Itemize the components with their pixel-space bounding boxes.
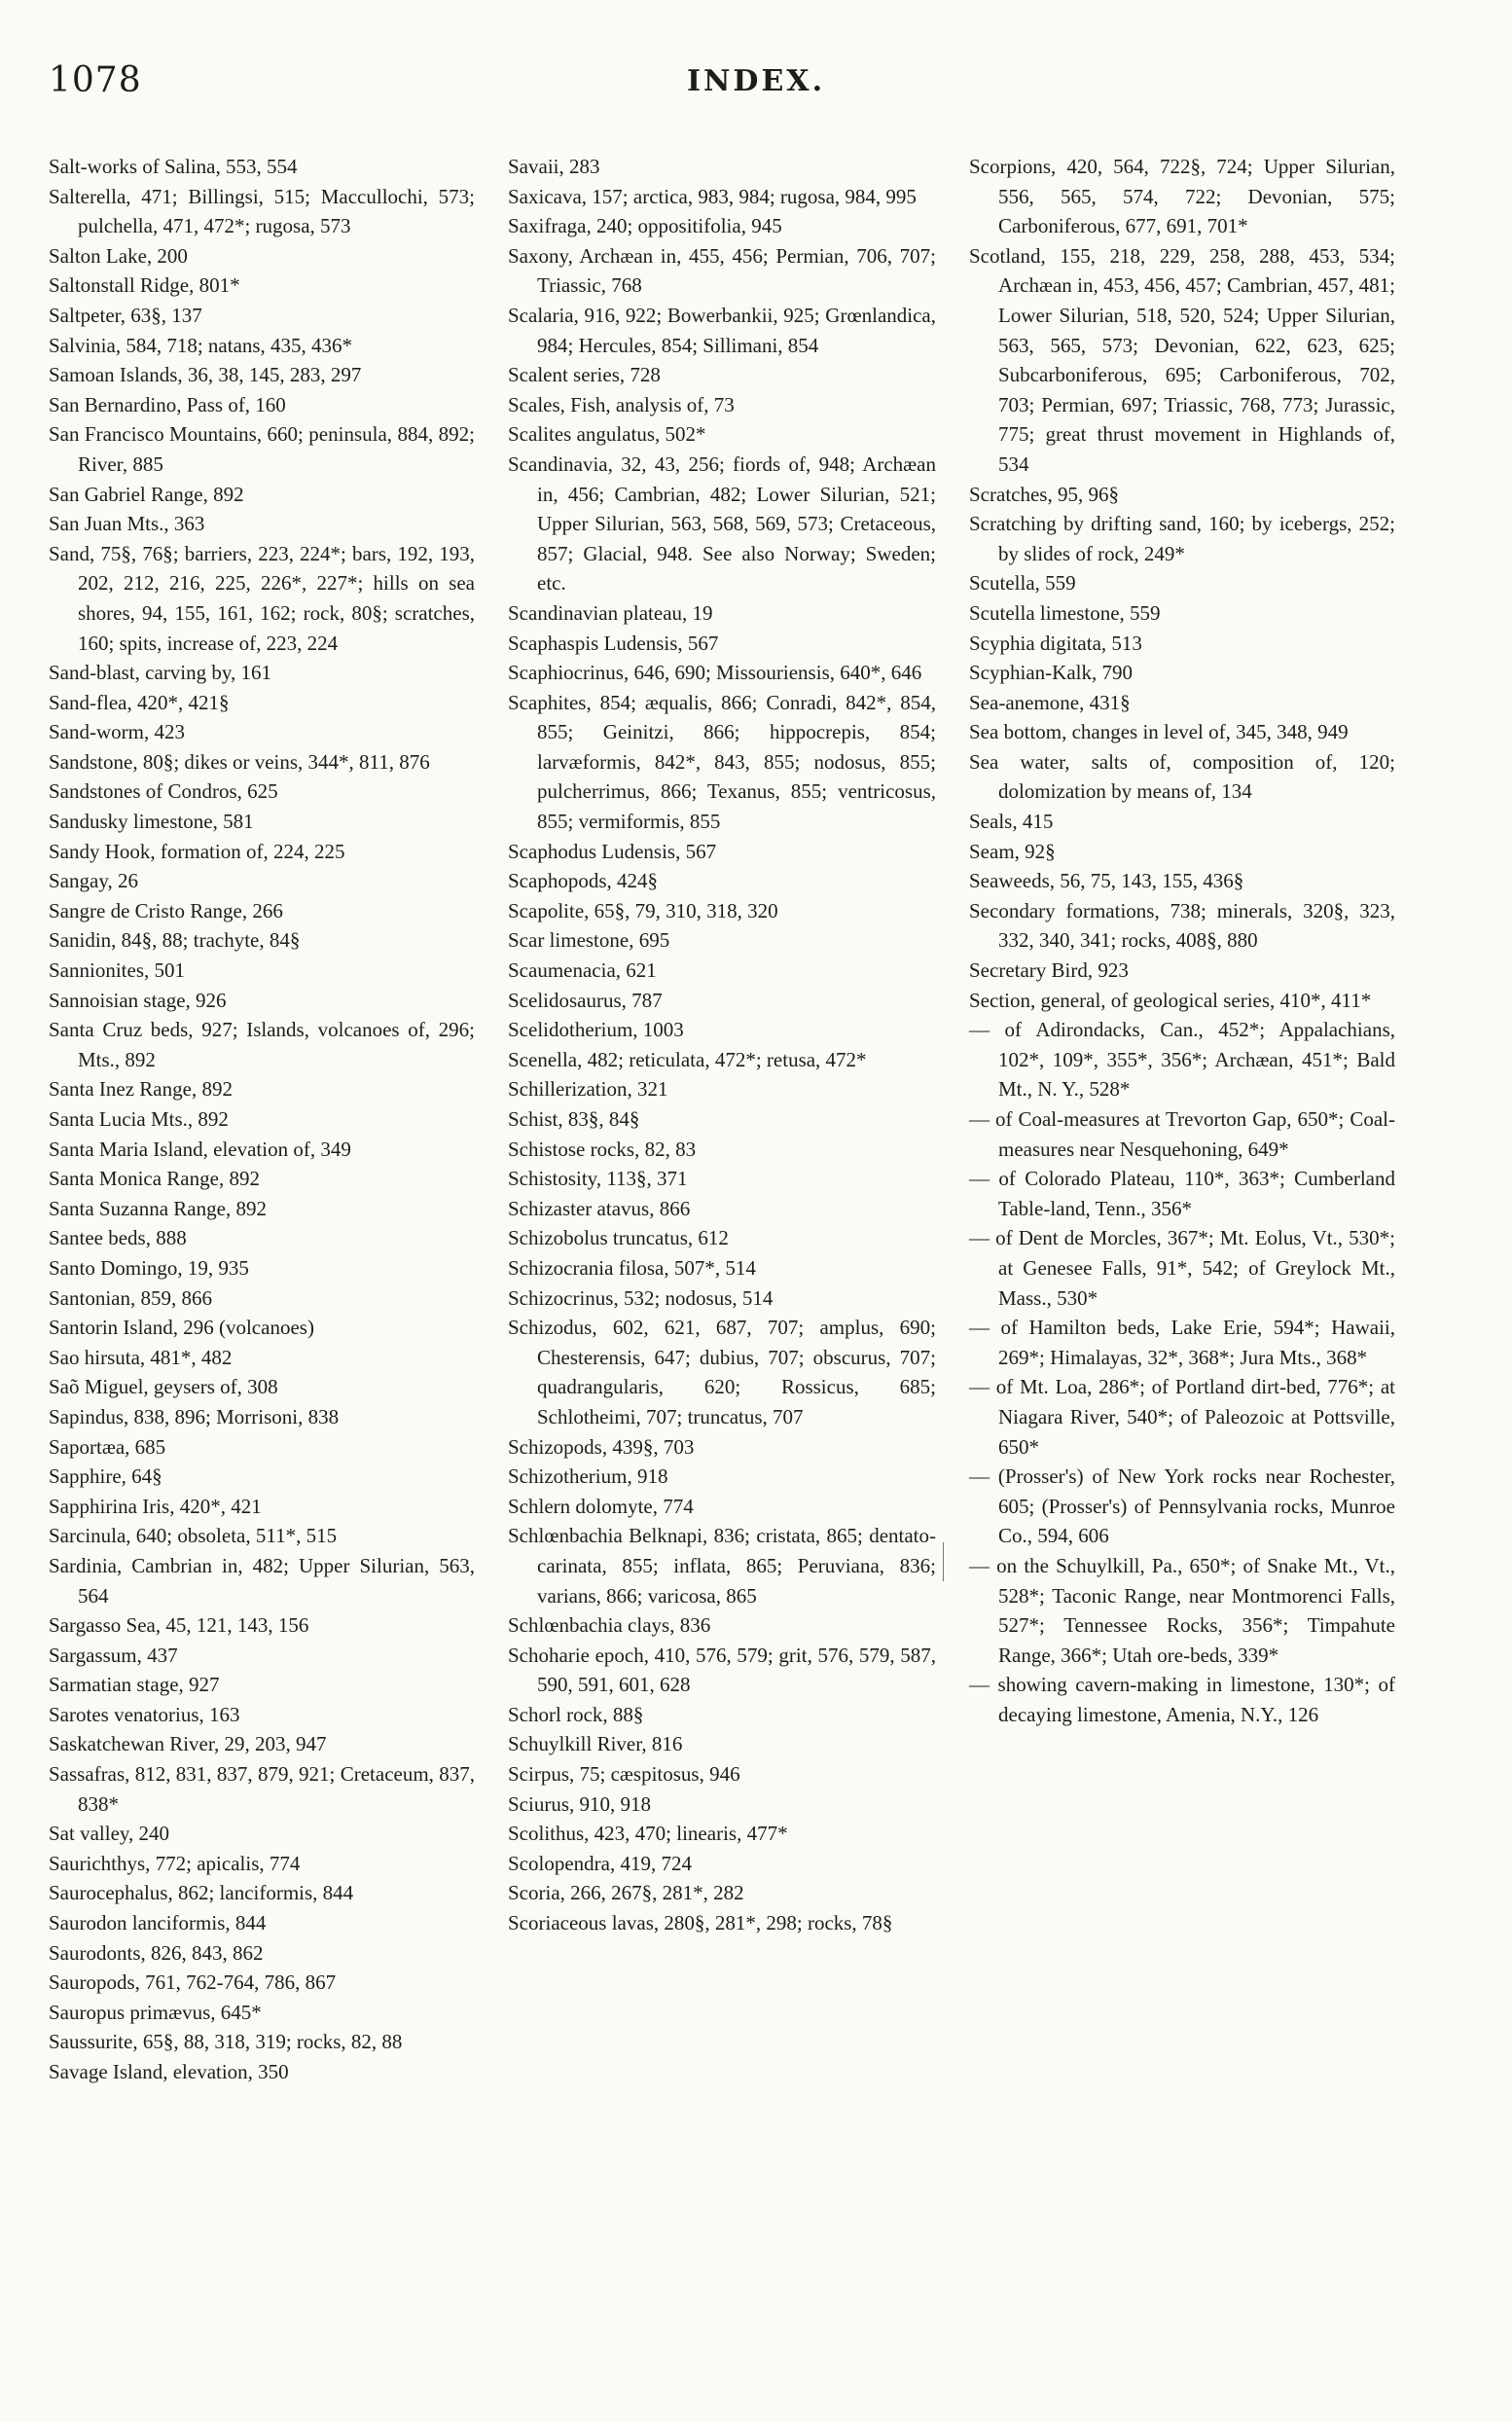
index-entry: San Francisco Mountains, 660; peninsula, 884, 892; River, 885 [49,422,475,476]
index-entry: Savaii, 283 [508,155,600,178]
index-entry: San Juan Mts., 363 [49,512,205,536]
index-entry: Saportæa, 685 [49,1434,166,1459]
index-entry: Schizopods, 439§, 703 [508,1434,695,1459]
index-entry: Seaweeds, 56, 75, 143, 155, 436§ [969,869,1244,893]
index-entry: Scutella limestone, 559 [969,600,1161,625]
index-entry: Santorin Island, 296 (volcanoes) [49,1316,314,1340]
index-entry: Sargassum, 437 [49,1643,178,1667]
index-entry: Secretary Bird, 923 [969,958,1129,983]
index-entry: Schlern dolomyte, 774 [508,1494,694,1518]
index-entry: Sauropods, 761, 762-764, 786, 867 [49,1970,337,1995]
index-entry: Scar limestone, 695 [508,928,670,953]
index-entry: Saxony, Archæan in, 455, 456; Permian, 706, 707; Triassic, 768 [508,243,936,298]
index-entry: Santa Monica Range, 892 [49,1167,260,1191]
index-entry: Saurocephalus, 862; lanciformis, 844 [49,1881,354,1905]
index-entry: Sand-blast, carving by, 161 [49,661,272,685]
index-entry: Sarmatian stage, 927 [49,1673,220,1697]
index-entry: Scandinavian plateau, 19 [508,600,713,625]
index-entry: Scoria, 266, 267§, 281*, 282 [508,1881,744,1905]
index-entry: Scapolite, 65§, 79, 310, 318, 320 [508,898,778,922]
index-entry: — of Coal-measures at Trevorton Gap, 650*; Coal-measures near Nesquehoning, 649* [969,1107,1395,1161]
index-entry: Scolopendra, 419, 724 [508,1851,692,1875]
index-entry: Scyphia digitata, 513 [969,631,1142,655]
index-entry: Salton Lake, 200 [49,243,188,268]
index-entry: Sapphirina Iris, 420*, 421 [49,1494,262,1518]
index-entry: Schist, 83§, 84§ [508,1107,640,1131]
index-entry: Sciurus, 910, 918 [508,1791,651,1816]
index-entry: Scelidotherium, 1003 [508,1018,684,1042]
index-entry: Sand, 75§, 76§; barriers, 223, 224*; bars, 192, 193, 202, 212, 216, 225, 226*, 227*; hills on sea shores, 94, 155, 161, 162; rock, 80§; scratches, 160; spits, increase of, 223, 224 [49,541,475,655]
index-entry: Scutella, 559 [969,571,1076,596]
index-entry: Schlœnbachia Belknapi, 836; cristata, 865; dentato-carinata, 855; inflata, 865; Peruviana, 836; varians, 866; varicosa, 865 [508,1524,936,1608]
index-entry: Scalites angulatus, 502* [508,422,706,447]
index-entry: Schistose rocks, 82, 83 [508,1137,697,1161]
index-entry: Santa Inez Range, 892 [49,1077,233,1102]
index-entry: Santa Suzanna Range, 892 [49,1196,267,1220]
index-entry: Santa Maria Island, elevation of, 349 [49,1137,351,1161]
index-entry: Samoan Islands, 36, 38, 145, 283, 297 [49,363,362,387]
page-header [0,60,1512,119]
index-entry: Schizotherium, 918 [508,1464,668,1489]
index-entry: San Bernardino, Pass of, 160 [49,392,286,416]
index-entry: Sargasso Sea, 45, 121, 143, 156 [49,1613,309,1638]
index-entry: Scratches, 95, 96§ [969,482,1119,506]
index-entry: Schizaster atavus, 866 [508,1196,691,1220]
index-entry: Sandstone, 80§; dikes or veins, 344*, 811, 876 [49,749,430,774]
index-entry: Sea water, salts of, composition of, 120; dolomization by means of, 134 [969,749,1395,804]
index-entry: Sea bottom, changes in level of, 345, 348, 949 [969,720,1349,744]
index-entry: Savage Island, elevation, 350 [49,2060,289,2083]
index-column-2 [508,152,936,1938]
index-entry: Schlœnbachia clays, 836 [508,1613,711,1638]
index-entry: Saxicava, 157; arctica, 983, 984; rugosa, 984, 995 [508,184,917,208]
index-entry: Scaphiocrinus, 646, 690; Missouriensis, 640*, 646 [508,661,922,685]
index-entry: Scaphaspis Ludensis, 567 [508,631,719,655]
index-entry: Seam, 92§ [969,839,1056,863]
index-entry: Saltonstall Ridge, 801* [49,273,240,298]
column-bracket-mark [943,1542,944,1581]
index-entry: Salt-works of Salina, 553, 554 [49,155,298,178]
index-entry: Sand-worm, 423 [49,720,185,744]
index-entry: Sangre de Cristo Range, 266 [49,898,283,922]
index-entry: Sat valley, 240 [49,1822,170,1846]
index-entry: Santee beds, 888 [49,1226,187,1250]
index-entry: Schizobolus truncatus, 612 [508,1226,729,1250]
index-entry: Schizodus, 602, 621, 687, 707; amplus, 690; Chesterensis, 647; dubius, 707; obscurus, 707; quadrangularis, 620; Rossicus, 685; Schlotheimi, 707; truncatus, 707 [508,1316,936,1428]
index-entry: Scalaria, 916, 922; Bowerbankii, 925; Grœnlandica, 984; Hercules, 854; Sillimani, 854 [508,303,936,357]
index-entry: Scoriaceous lavas, 280§, 281*, 298; rocks, 78§ [508,1911,893,1935]
index-entry: Scyphian-Kalk, 790 [969,661,1133,685]
index-entry: Salvinia, 584, 718; natans, 435, 436* [49,333,353,357]
index-entry: Sauropus primævus, 645* [49,2000,262,2024]
index-entry: Seals, 415 [969,810,1054,834]
index-entry: Schorl rock, 88§ [508,1702,644,1726]
index-entry: Saurodon lanciformis, 844 [49,1911,267,1935]
index-entry: — on the Schuylkill, Pa., 650*; of Snake Mt., Vt., 528*; Taconic Range, near Montmorenci Falls, 527*; Tennessee Rocks, 356*; Timpahute Range, 366*; Utah ore-beds, 339* [969,1553,1395,1667]
index-entry: Schizocrania filosa, 507*, 514 [508,1255,756,1280]
index-column-1 [49,152,475,2087]
index-entry: Saxifraga, 240; oppositifolia, 945 [508,214,782,238]
index-entry: Sardinia, Cambrian in, 482; Upper Silurian, 563, 564 [49,1553,475,1608]
page-number: 1078 [49,60,142,100]
index-entry: Sanidin, 84§, 88; trachyte, 84§ [49,928,301,953]
index-entry: Saussurite, 65§, 88, 318, 319; rocks, 82, 88 [49,2030,403,2054]
index-entry: Sapphire, 64§ [49,1464,162,1489]
index-entry: — of Colorado Plateau, 110*, 363*; Cumberland Table-land, Tenn., 356* [969,1167,1395,1220]
index-entry: Sassafras, 812, 831, 837, 879, 921; Cretaceum, 837, 838* [49,1762,475,1816]
index-entry: — of Mt. Loa, 286*; of Portland dirt-bed, 776*; at Niagara River, 540*; of Paleozoic at Pottsville, 650* [969,1375,1395,1459]
index-entry: Scandinavia, 32, 43, 256; fiords of, 948; Archæan in, 456; Cambrian, 482; Lower Silurian, 521; Upper Silurian, 563, 568, 569, 573; Cretaceous, 857; Glacial, 948. See also Norway; Sweden; etc. [508,452,936,596]
index-entry: Santa Lucia Mts., 892 [49,1107,229,1131]
index-entry: Sandstones of Condros, 625 [49,779,278,804]
index-entry: — showing cavern-making in limestone, 130*; of decaying limestone, Amenia, N.Y., 126 [969,1673,1395,1726]
index-entry: Salterella, 471; Billingsi, 515; Maccullochi, 573; pulchella, 471, 472*; rugosa, 573 [49,184,475,238]
index-entry: Schoharie epoch, 410, 576, 579; grit, 576, 579, 587, 590, 591, 601, 628 [508,1643,936,1697]
index-entry: Section, general, of geological series, 410*, 411* [969,988,1372,1012]
index-entry: Secondary formations, 738; minerals, 320§, 323, 332, 340, 341; rocks, 408§, 880 [969,898,1395,953]
index-entry: Saurichthys, 772; apicalis, 774 [49,1851,301,1875]
index-entry: Scolithus, 423, 470; linearis, 477* [508,1822,788,1846]
index-entry: Scaphodus Ludensis, 567 [508,839,717,863]
index-entry: Santonian, 859, 866 [49,1285,212,1310]
index-entry: Saõ Miguel, geysers of, 308 [49,1375,278,1399]
index-entry: — of Hamilton beds, Lake Erie, 594*; Hawaii, 269*; Himalayas, 32*, 368*; Jura Mts., 368* [969,1316,1395,1369]
index-entry: Scaumenacia, 621 [508,958,657,983]
index-entry: Sea-anemone, 431§ [969,690,1131,714]
index-entry: Scotland, 155, 218, 229, 258, 288, 453, 534; Archæan in, 453, 456, 457; Cambrian, 457, 481; Lower Silurian, 518, 520, 524; Upper Silurian, 563, 565, 573; Devonian, 622, 623, 625; Subcarboniferous, 695; Carboniferous, 702, 703; Permian, 697; Triassic, 768, 773; Jurassic, 775; great thrust movement in Highlands of, 534 [969,243,1395,476]
index-entry: Saurodonts, 826, 843, 862 [49,1940,264,1965]
index-entry: — (Prosser's) of New York rocks near Rochester, 605; (Prosser's) of Pennsylvania rocks, Munroe Co., 594, 606 [969,1464,1395,1548]
index-entry: Sangay, 26 [49,869,138,893]
index-entry: Sandusky limestone, 581 [49,810,254,834]
index-column-3 [969,152,1395,1729]
index-entry: Sarcinula, 640; obsoleta, 511*, 515 [49,1524,338,1548]
index-entry: Sandy Hook, formation of, 224, 225 [49,839,345,863]
index-entry: Scaphites, 854; æqualis, 866; Conradi, 842*, 854, 855; Geinitzi, 866; hippocrepis, 854; larvæformis, 842*, 843, 855; nodosus, 855; pulcherrimus, 866; Texanus, 855; ventricosus, 855; vermiformis, 855 [508,690,936,834]
index-entry: Scales, Fish, analysis of, 73 [508,392,735,416]
index-entry: — of Dent de Morcles, 367*; Mt. Eolus, Vt., 530*; at Genesee Falls, 91*, 542; of Greylock Mt., Mass., 530* [969,1226,1395,1310]
index-entry: Scratching by drifting sand, 160; by icebergs, 252; by slides of rock, 249* [969,512,1395,565]
index-entry: — of Adirondacks, Can., 452*; Appalachians, 102*, 109*, 355*, 356*; Archæan, 451*; Bald Mt., N. Y., 528* [969,1018,1395,1102]
index-entry: Scelidosaurus, 787 [508,988,663,1012]
index-entry: Sapindus, 838, 896; Morrisoni, 838 [49,1404,340,1428]
running-title: INDEX. [686,64,826,98]
index-entry: Schillerization, 321 [508,1077,668,1102]
index-entry: Sao hirsuta, 481*, 482 [49,1345,233,1369]
index-entry: Sannoisian stage, 926 [49,988,227,1012]
index-entry: Sand-flea, 420*, 421§ [49,690,230,714]
index-entry: Schizocrinus, 532; nodosus, 514 [508,1285,774,1310]
index-entry: Santo Domingo, 19, 935 [49,1255,249,1280]
index-entry: San Gabriel Range, 892 [49,482,244,506]
index-entry: Scirpus, 75; cæspitosus, 946 [508,1762,740,1787]
index-entry: Schuylkill River, 816 [508,1732,683,1756]
index-entry: Sarotes venatorius, 163 [49,1702,240,1726]
index-entry: Saskatchewan River, 29, 203, 947 [49,1732,327,1756]
index-entry: Santa Cruz beds, 927; Islands, volcanoes of, 296; Mts., 892 [49,1018,475,1071]
index-entry: Sannionites, 501 [49,958,185,983]
index-entry: Scalent series, 728 [508,363,661,387]
index-entry: Scenella, 482; reticulata, 472*; retusa, 472* [508,1047,867,1071]
index-entry: Schistosity, 113§, 371 [508,1167,688,1191]
index-entry: Saltpeter, 63§, 137 [49,303,202,327]
index-entry: Scaphopods, 424§ [508,869,658,893]
index-entry: Scorpions, 420, 564, 722§, 724; Upper Silurian, 556, 565, 574, 722; Devonian, 575; Carboniferous, 677, 691, 701* [969,155,1395,238]
